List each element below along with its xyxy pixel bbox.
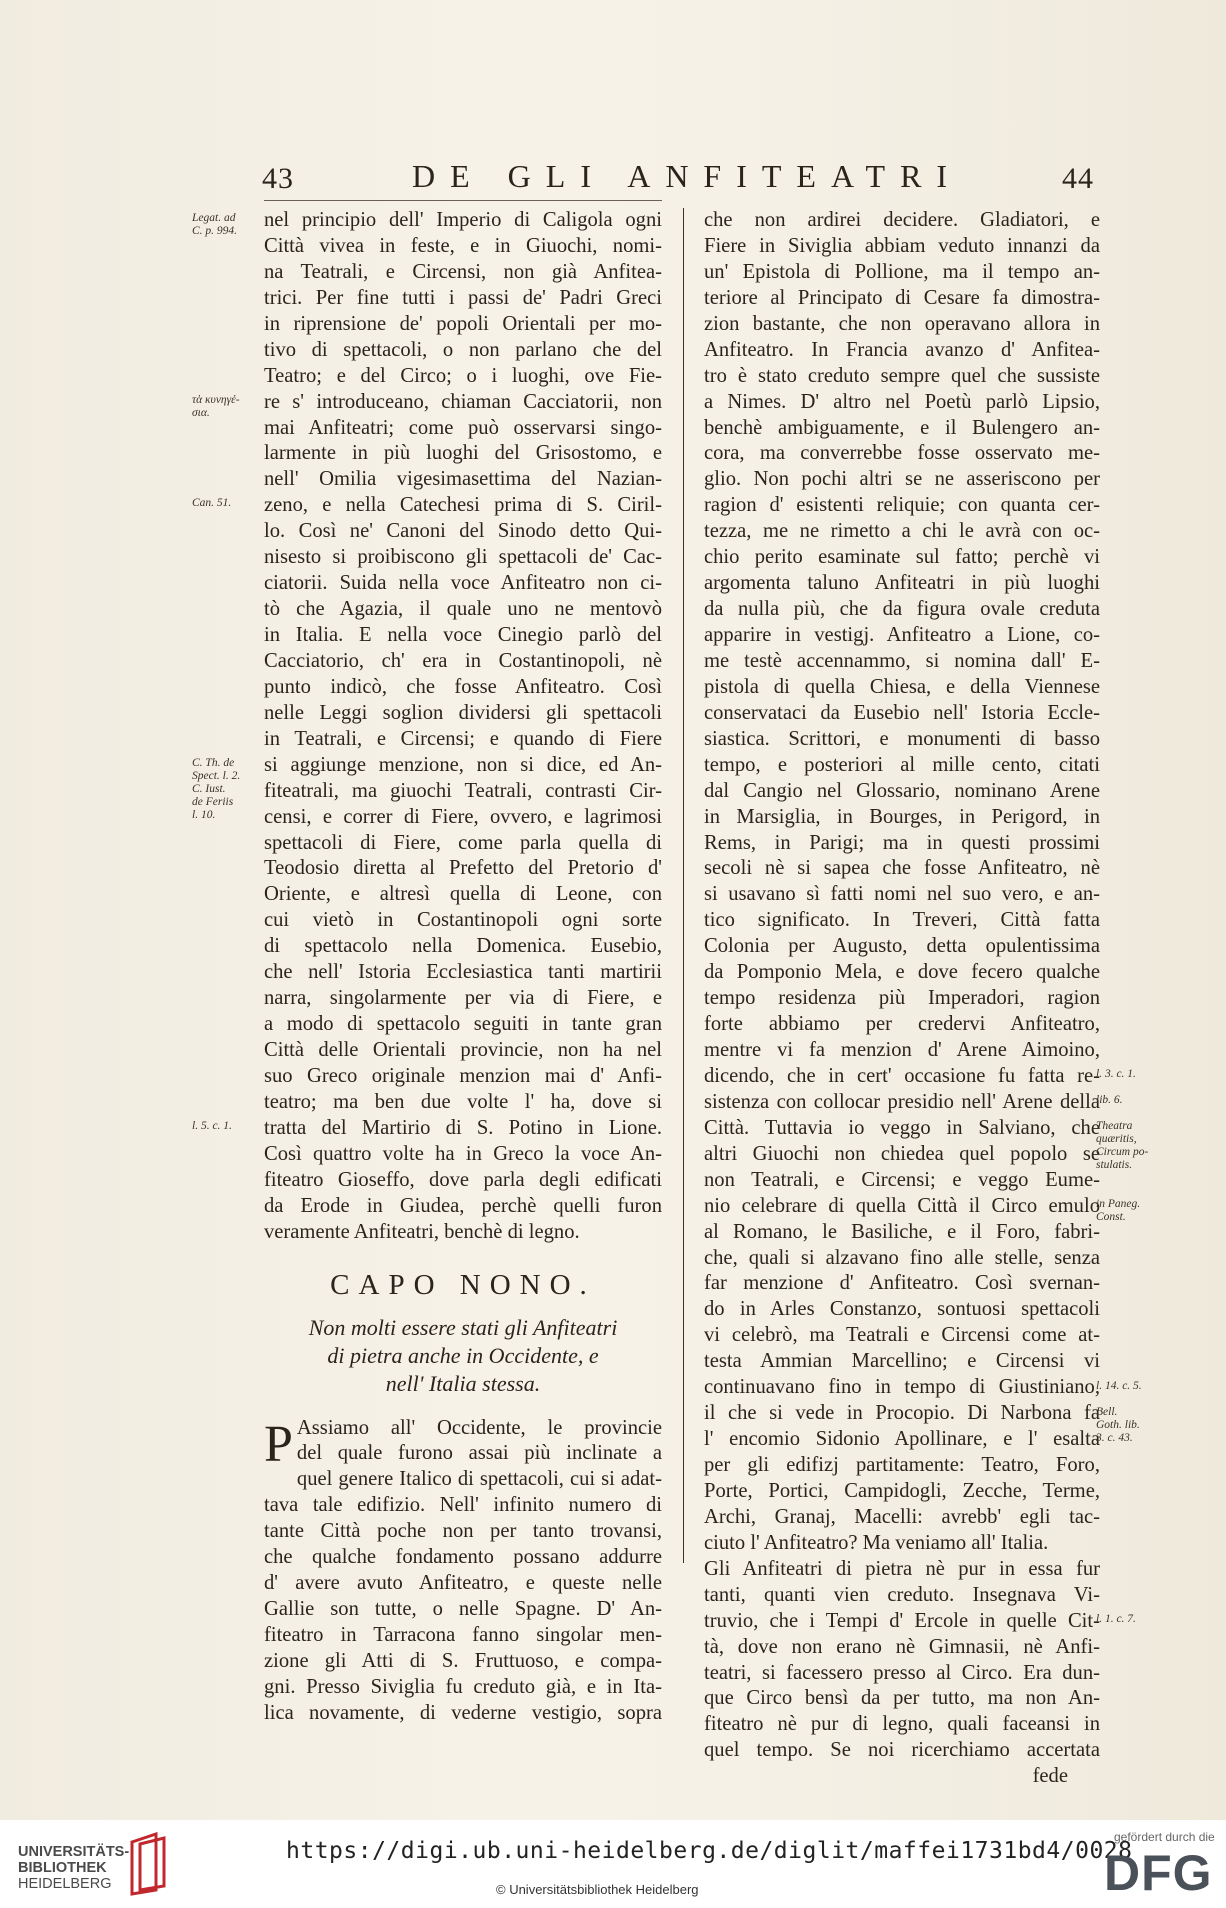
- text-line: che qualche fondamento possano addurre: [264, 1546, 662, 1569]
- text-line: che non ardirei decidere. Gladiatori, e: [704, 209, 1100, 231]
- text-line: Gli Anfiteatri di pietra nè pur in essa fur: [704, 1557, 1100, 1580]
- text-line: narra, singolarmente per via di Fiere, e: [264, 987, 662, 1010]
- library-name: [18, 1844, 129, 1892]
- text-line: censi, e correr di Fiere, ovvero, e lagrimosi: [264, 805, 662, 828]
- left-paragraph-1: [264, 208, 662, 1246]
- text-line: testa Ammian Marcellino; e Circensi vi: [704, 1350, 1100, 1373]
- text-line: fiteatro in Tarracona fanno singolar men-: [264, 1624, 662, 1646]
- text-line: spettacoli di Fiere, come parla quella di: [264, 831, 662, 854]
- funding-note: gefördert durch die: [1114, 1830, 1215, 1844]
- subtitle-line: di pietra anche in Occidente, e: [327, 1342, 599, 1368]
- page-number-right: 44: [1062, 162, 1094, 195]
- column-divider: [683, 208, 684, 1563]
- margin-note-line: stulatis.: [1096, 1159, 1133, 1172]
- margin-note-line: Legat. ad: [192, 212, 236, 224]
- running-head: [0, 158, 1226, 198]
- text-line: di spettacolo nella Domenica. Eusebio,: [264, 935, 662, 958]
- right-column: [704, 208, 1100, 1790]
- text-line: que Circo bensì da per tutto, ma non An-: [704, 1687, 1100, 1710]
- text-line: vi celebrò, ma Teatrali e Circensi come at-: [704, 1324, 1100, 1347]
- text-line: Archi, Granaj, Macelli: avrebb' egli tac-: [704, 1505, 1100, 1528]
- dropcap-lines: [264, 1415, 662, 1473]
- margin-note-line: l. 1. c. 7.: [1096, 1613, 1136, 1626]
- text-line: Anfiteatro. In Francia avanzo d' Anfitea-: [704, 338, 1100, 361]
- margin-note: [1096, 1120, 1148, 1172]
- left-column: [264, 208, 662, 1727]
- text-line: ragion d' esistenti reliquie; con quanta cer-: [704, 494, 1100, 517]
- library-line-3: HEIDELBERG: [18, 1876, 112, 1892]
- margin-note: [192, 394, 240, 420]
- text-line: re s' introduceano, chiaman Cacciatorii, non: [264, 390, 662, 413]
- text-line: Città delle Orientali provincie, non ha nel: [264, 1039, 662, 1061]
- text-line: Oriente, e altresì quella di Leone, con: [264, 883, 662, 906]
- text-line: glio. Non pochi altri se ne asseriscono per: [704, 468, 1100, 491]
- text-line: Porte, Portici, Campidogli, Zecche, Terme,: [704, 1479, 1100, 1502]
- text-line: Colonia per Augusto, detta opulentissima: [704, 935, 1100, 958]
- permalink-url[interactable]: https://digi.ub.uni-heidelberg.de/diglit/maffei1731bd4/0028: [286, 1838, 1133, 1864]
- text-line: continuavano fino in tempo di Giustiniano,: [704, 1376, 1100, 1399]
- text-line: Così quattro volte ha in Greco la voce An-: [264, 1142, 662, 1165]
- text-line: non Teatrali, e Circensi; e veggo Eume-: [704, 1168, 1100, 1191]
- text-line: d' avere avuto Anfiteatro, e queste nelle: [264, 1572, 662, 1595]
- header-rule: [264, 200, 662, 201]
- margin-note-line: lib. 6.: [1096, 1094, 1123, 1107]
- text-line: altri Giuochi non chiedea quel popolo se: [704, 1142, 1100, 1165]
- text-line: ciuto l' Anfiteatro? Ma veniamo all' Italia.: [704, 1531, 1049, 1554]
- text-line: cora, ma converrebbe fosse osservato me-: [704, 442, 1100, 465]
- text-line: il che si vede in Procopio. Di Narbona fa: [704, 1402, 1100, 1425]
- text-line: sistenza con collocar presidio nell' Arene della: [704, 1090, 1100, 1113]
- text-line: tro è stato creduto sempre quel che sussiste: [704, 364, 1100, 387]
- margin-note-line: l. 5. c. 1.: [192, 1120, 232, 1133]
- subtitle-spacer: [264, 1398, 662, 1416]
- text-line: che nell' Istoria Ecclesiastica tanti martirii: [264, 961, 662, 984]
- margin-note-line: Circum po-: [1096, 1146, 1149, 1159]
- drop-capital: P: [264, 1415, 293, 1473]
- text-line: tezza, me ne rimetto a chi le avrà con oc-: [704, 520, 1100, 543]
- text-line: nel principio dell' Imperio di Caligola ogni: [264, 209, 662, 231]
- text-line: tico significato. In Treveri, Città fatta: [704, 909, 1100, 932]
- margin-note-line: quæritis,: [1096, 1133, 1137, 1146]
- text-line: tava tale edifizio. Nell' infinito numero di: [264, 1494, 662, 1517]
- margin-note: [192, 1120, 232, 1133]
- text-line: l' encomio Sidonio Apollinare, e l' esalta: [704, 1428, 1100, 1451]
- text-line: pistola di quella Chiesa, e della Viennese: [704, 675, 1100, 698]
- text-line: che, quali si alzavano fino alle stelle, senza: [704, 1246, 1100, 1269]
- text-line: mai Anfiteatri; come può osservarsi singo-: [264, 416, 662, 439]
- text-line: do in Arles Constanzo, sontuosi spettacoli: [704, 1298, 1100, 1321]
- text-line: del quale furono assai più inclinate a: [296, 1442, 662, 1465]
- text-line: in riprensione de' popoli Orientali per mo-: [264, 312, 662, 335]
- text-line: tanti, quanti vien creduto. Insegnava Vi-: [704, 1583, 1100, 1606]
- text-line: siastica. Scrittori, e monumenti di basso: [704, 727, 1100, 750]
- text-line: na Teatrali, e Circensi, non già Anfitea-: [264, 260, 662, 283]
- text-line: forte abbiamo per credervi Anfiteatro,: [704, 1013, 1100, 1036]
- text-line: suo Greco originale menzion mai d' Anfi-: [264, 1064, 662, 1087]
- catchword: fede: [1032, 1765, 1068, 1788]
- text-line: apparire in vestigj. Anfiteatro a Lione, co-: [704, 624, 1100, 646]
- margin-note-line: σια.: [192, 406, 210, 419]
- text-line: da Erode in Giudea, perchè quelli furon: [264, 1194, 662, 1217]
- text-line: si aggiunge menzione, non si dice, ed An-: [264, 753, 662, 776]
- text-line: trici. Per fine tutti i passi de' Padri Greci: [264, 286, 662, 309]
- text-line: nell' Omilia vigesimasettima del Nazian-: [264, 468, 662, 491]
- margin-note-line: l. 3. c. 1.: [1096, 1068, 1136, 1081]
- text-line: tà, dove non erano nè Gimnasii, nè Anfi-: [704, 1635, 1100, 1658]
- subtitle-line: nell' Italia stessa.: [385, 1370, 541, 1396]
- margin-note-line: l. 10.: [192, 808, 216, 821]
- text-line: teatri, si facessero presso al Circo. Era dun-: [704, 1661, 1100, 1684]
- text-line: tante Città poche non per tanto trovansi,: [264, 1520, 662, 1543]
- text-line: nio celebrare di quella Città il Circo emulo: [704, 1194, 1100, 1217]
- right-paragraph-2: [704, 1557, 1100, 1765]
- text-line: per gli edifizj partitamente: Teatro, Foro,: [704, 1454, 1100, 1476]
- text-line: ciatorii. Suida nella voce Anfiteatro non ci-: [264, 572, 662, 595]
- text-line: dicendo, che in cert' occasione fu fatta re-: [704, 1064, 1100, 1087]
- margin-note-line: C. Iust.: [192, 782, 226, 795]
- text-line: in Italia. E nella voce Cinegio parlò del: [264, 624, 662, 646]
- dropcap-block: [264, 1415, 662, 1473]
- text-line: teriore al Principato di Cesare fa dimostra-: [704, 286, 1100, 309]
- text-line: dal Cangio nel Glossario, nominano Arene: [704, 779, 1100, 802]
- copyright-notice: © Universitätsbibliothek Heidelberg: [496, 1882, 699, 1897]
- library-logo[interactable]: [18, 1832, 218, 1896]
- margin-note-line: τὰ κυνηγέ-: [192, 393, 240, 406]
- margin-note-line: C. p. 994.: [192, 225, 238, 237]
- text-line: secoli nè si sapea che fosse Anfiteatro, nè: [704, 857, 1100, 880]
- margin-note: [1096, 1380, 1142, 1393]
- margin-note-line: Theatra: [1096, 1120, 1133, 1133]
- margin-note: [1096, 1198, 1140, 1224]
- viewer-footer: [0, 1820, 1226, 1908]
- text-line: nisesto si proibiscono gli spettacoli de' Cac-: [264, 546, 662, 569]
- margin-note-line: l. 14. c. 5.: [1096, 1379, 1142, 1392]
- margin-note: [1096, 1094, 1123, 1107]
- text-line: in Teatrali, e Circensi; e quando di Fiere: [264, 727, 662, 750]
- right-paragraph-1: [704, 208, 1100, 1557]
- margin-note-line: C. Th. de: [192, 756, 235, 769]
- margin-note-line: in Paneg.: [1096, 1198, 1141, 1211]
- text-line: si usavano sì fatti nomi nel suo vero, e an-: [704, 883, 1100, 906]
- text-line: tivo di spettacoli, o non parlano che del: [264, 338, 662, 361]
- text-line: conservataci da Eusebio nell' Istoria Eccle-: [704, 701, 1100, 724]
- chapter-subtitle: [264, 1314, 662, 1398]
- text-line: lo. Così ne' Canoni del Sinodo detto Qui-: [264, 520, 662, 543]
- text-line: Città. Tuttavia io veggo in Salviano, che: [704, 1116, 1100, 1139]
- text-line: truvio, che i Tempi d' Ercole in quelle Cit-: [704, 1609, 1100, 1632]
- text-line: tò che Agazia, il quale uno ne mentovò: [264, 598, 662, 621]
- text-line: benchè ambiguamente, e il Bulengero an-: [704, 416, 1100, 439]
- text-line: Teodosio diretta al Prefetto del Pretorio d': [264, 857, 662, 880]
- text-line: fiteatro Gioseffo, dove parla degli edificati: [264, 1168, 662, 1191]
- library-line-1: UNIVERSITÄTS-: [18, 1844, 130, 1860]
- running-title: DE GLI ANFITEATRI: [412, 158, 963, 194]
- text-line: argomenta taluno Anfiteatri in più luoghi: [704, 572, 1100, 595]
- page-number-left: 43: [262, 162, 294, 195]
- text-line: un' Epistola di Pollione, ma il tempo an-: [704, 260, 1100, 283]
- library-line-2: BIBLIOTHEK: [18, 1860, 107, 1876]
- text-line: larmente in più luoghi del Grisostomo, e: [264, 442, 662, 465]
- margin-note-line: de Feriis: [192, 795, 234, 808]
- text-line: fiteatrali, ma giuochi Teatrali, contrasti Cir-: [264, 779, 662, 802]
- text-line: Gallie son tutte, o nelle Spagne. D' An-: [264, 1598, 662, 1621]
- text-line: a modo di spettacolo seguiti in tante gran: [264, 1013, 662, 1036]
- margin-note-line: Spect. l. 2.: [192, 769, 241, 782]
- text-line: Cacciatorio, ch' era in Costantinopoli, nè: [264, 649, 662, 672]
- text-line: nelle Leggi soglion dividersi gli spettacoli: [264, 701, 662, 724]
- margin-note-line: 3. c. 43.: [1096, 1431, 1133, 1444]
- text-line: zion bastante, che non operavano allora in: [704, 312, 1100, 335]
- text-line: in Marsiglia, in Bourges, in Perigord, in: [704, 805, 1100, 828]
- margin-note-line: Goth. lib.: [1096, 1418, 1140, 1431]
- text-line: Fiere in Siviglia abbiam veduto innanzi da: [704, 234, 1100, 257]
- text-line: veramente Anfiteatri, benchè di legno.: [264, 1220, 580, 1243]
- text-line: far menzione d' Anfiteatro. Così svernan-: [704, 1272, 1100, 1295]
- text-line: chio perito esaminate sul fatto; perchè vi: [704, 546, 1100, 569]
- margin-note-line: Const.: [1096, 1211, 1126, 1224]
- text-line: Teatro; e del Circo; o i luoghi, ove Fie-: [264, 364, 662, 387]
- text-line: a Nimes. D' altro nel Poetù parlò Lipsio,: [704, 390, 1100, 413]
- text-line: Città vivea in feste, e in Giuochi, nomi-: [264, 234, 662, 257]
- text-line: tempo, e posteriori al mille cento, citati: [704, 753, 1100, 776]
- margin-note-line: Bell.: [1096, 1405, 1118, 1418]
- text-line: zione gli Atti di S. Fruttuoso, e compa-: [264, 1649, 662, 1672]
- left-paragraph-2: [264, 1467, 662, 1726]
- chapter-heading: CAPO NONO.: [330, 1268, 596, 1301]
- subtitle-line: Non molti essere stati gli Anfiteatri: [308, 1314, 618, 1340]
- margin-note: [1096, 1068, 1136, 1081]
- text-line: quel genere Italico di spettacoli, cui si adat-: [296, 1468, 662, 1491]
- text-line: zeno, e nella Catechesi prima di S. Ciril-: [264, 494, 662, 517]
- margin-note: [1096, 1406, 1140, 1445]
- text-line: tempo residenza più Imperadori, ragion: [704, 987, 1100, 1010]
- text-line: tratta del Martirio di S. Potino in Lione.: [264, 1116, 662, 1139]
- library-emblem-icon: [126, 1832, 170, 1896]
- margin-note: [192, 757, 240, 822]
- text-line: Rems, in Parigi; ma in questi prossimi: [704, 831, 1100, 854]
- text-line: punto indicò, che fosse Anfiteatro. Così: [264, 675, 662, 698]
- margin-note: [192, 497, 231, 510]
- text-line: teatro; ma ben due volte l' ha, dove si: [264, 1090, 662, 1113]
- text-line: Assiamo all' Occidente, le provincie: [296, 1416, 662, 1439]
- text-line: cui vietò in Costantinopoli ogni sorte: [264, 909, 662, 932]
- margin-note-line: Can. 51.: [192, 497, 232, 510]
- dfg-logo[interactable]: DFG: [1104, 1845, 1213, 1901]
- text-line: quel tempo. Se noi ricerchiamo accertata: [704, 1739, 1100, 1762]
- text-line: mentre vi fa menzion d' Arene Aimoino,: [704, 1039, 1100, 1061]
- text-line: fiteatro nè pur di legno, quali faceansi in: [704, 1713, 1100, 1736]
- text-line: da Pomponio Mela, e dove fecero qualche: [704, 961, 1100, 984]
- text-line: lica novamente, di vederne vestigio, sopra: [264, 1701, 662, 1724]
- text-line: gni. Presso Siviglia fu creduto già, e in Ita-: [264, 1675, 662, 1698]
- margin-note: [1096, 1613, 1136, 1626]
- text-line: al Romano, le Basiliche, e il Foro, fabri-: [704, 1220, 1100, 1243]
- text-line: me testè accennammo, si nomina dall' E-: [704, 649, 1100, 672]
- margin-note: [192, 212, 237, 238]
- text-line: da nulla più, che da figura ovale creduta: [704, 598, 1100, 621]
